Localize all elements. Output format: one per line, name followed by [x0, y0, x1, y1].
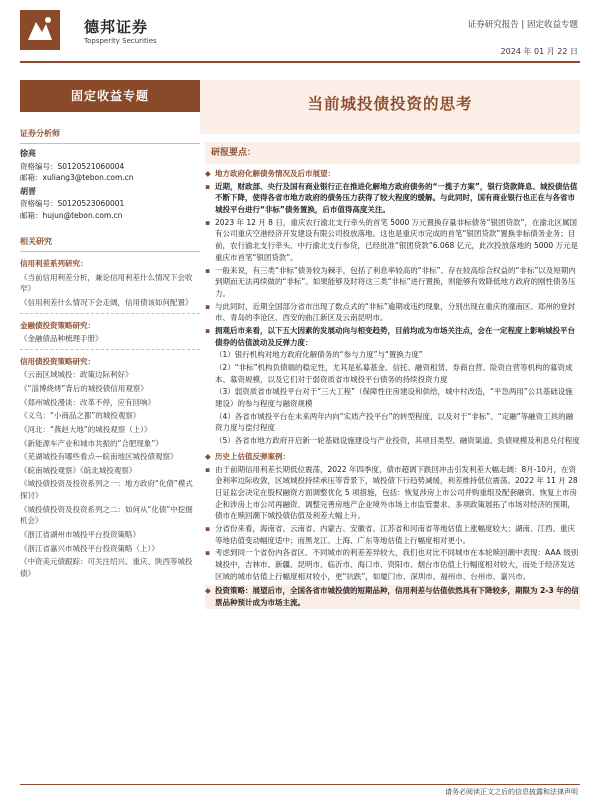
logo-en-text: Topsperity Securities	[84, 37, 157, 45]
related-item[interactable]: 《“淄博烧烤”背后的城投债信用观察》	[20, 384, 148, 394]
related-item[interactable]: 《郑州城投漫谈：改革不停，应有回响》	[20, 397, 155, 407]
left-sidebar	[20, 118, 200, 581]
bullet-text: 一般来说，有三类“非标”债务较为棘手，包括了利息率较高的“非标”、存在较高综合权益的“非标”以及短期内到期而无法再续做的“非标”。如果能够及时将这三类“非标”进行置换，则能够有效降低地方政府的刚性债务压力。	[215, 265, 576, 298]
bullet	[205, 547, 580, 582]
analyst-email: 邮箱：xuliang3@tebon.com.cn	[20, 173, 134, 183]
analyst-cert: 资格编号：S0120521060004	[20, 161, 125, 171]
bullet-icon: ▪	[205, 325, 211, 335]
analyst-block	[20, 148, 200, 184]
related-item[interactable]: 《城投债投资及投资系列之二：如何从“化债”中挖掘机会》	[20, 504, 193, 526]
related-category: 信用债投资策略研究：	[20, 356, 95, 366]
page-title: 当前城投债投资的思考	[307, 95, 473, 113]
analyst-cert: 资格编号：S0120523060001	[20, 199, 125, 209]
bullet-icon: ◆	[205, 586, 211, 596]
bullet	[205, 265, 580, 300]
summary-heading: 研报要点：	[205, 142, 580, 164]
sub-point: （5）各省市地方政府开启新一轮基础设施建设与产业投资，其项目类型、融资渠道、负债规模及利息兑付程度	[215, 436, 580, 446]
related-item[interactable]: 《云南区域城投：政策边际利好》	[20, 370, 133, 380]
bullet-text: 分省份来看，海南省、云南省、内蒙古、安徽省、江苏省和河南省等地估值上涨幅度较大；湖南、江西、重庆等地估值变动幅度适中；而黑龙江、上海、广东等地估值上行幅度相对更小。	[215, 523, 575, 545]
sub-point: （2）“非标”机构负债端的稳定性，尤其是私募基金、信托、融资租赁、券商自营、险资自营等机构的募资成本、募资规模，以及它们对于弱资质省市城投平台债务的持续投资力度	[215, 363, 573, 384]
bullet-icon: ▪	[205, 523, 211, 533]
bullet-text: 近期，财政部、央行及国有商业银行正在推进化解地方政府债务的“一揽子方案”，银行贷款降息、城投债估值不断下降，使得各省市地方政府的债务压力获得了较大程度的缓解。与此同时，国有商业银行也正在与各省市城投平台进行“非标”债务置换，后市值得高度关注。	[215, 181, 578, 215]
bullet	[205, 464, 580, 522]
related-item[interactable]: 《浙江省湖州市城投平台投资策略》	[20, 529, 140, 539]
logo-cn-text: 德邦证券	[84, 18, 149, 36]
conclusion-text: 投资策略：展望后市，全国各省市城投债的短期品种，信用利差与估值依然具有下降较多，期限为 2-3 年的信票品种预计成为市场主流。	[215, 586, 579, 608]
report-header	[0, 0, 600, 80]
bullet	[205, 301, 580, 324]
analyst-block	[20, 186, 200, 222]
analyst-name: 徐亮	[20, 149, 36, 159]
bullet-text: 与此同时，近期全国部分省市出现了数点式的“非标”逾期或违约现象，分别出现在重庆的潼南区、郑州的登封市、青岛的李沧区、西安的曲江新区及云南昆明市。	[215, 301, 576, 323]
related-item[interactable]: 《当前信用利差分析，兼论信用利差什么情况下会收窄》	[20, 272, 193, 294]
related-heading: 相关研究	[20, 232, 200, 252]
bullet-icon: ▪	[205, 217, 211, 227]
bullet-text: 2023 年 12 月 8 日，重庆农行渝北支行牵头的首笔 5000 万元置换存量非标债务“银团贷款”，在渝北区属国有公司重庆空港经济开发建设有限公司投放落地。这也是重庆市完成的首笔“银团贷款”置换非标债务业务；目前，农行渝北支行牵头、中行渝北支行参贷，已经批准“银团贷款”6.068 亿元，此次投放落地的 5000 万元是重庆市首笔“银团贷款”。	[215, 217, 578, 262]
analyst-name: 胡晋	[20, 187, 36, 197]
bullet	[205, 325, 580, 348]
related-item[interactable]: 《信用利差什么情况下会走阔，信用债该如何配置》	[20, 297, 193, 307]
footer-divider	[20, 784, 580, 785]
related-item[interactable]: 《浙江省嘉兴市城投平台投资策略（上）》	[20, 543, 159, 553]
bullet-icon: ▪	[205, 301, 211, 311]
sub-point: （4）各省市城投平台在未来两年内向“实质产投平台”的转型程度，以及对于“非标”、“定融”等融资工具的融资力度与偿付程度	[215, 411, 574, 433]
bullet-icon: ▪	[205, 548, 211, 558]
related-item[interactable]: 《义乌：“小商品之都”的城投观察》	[20, 411, 141, 421]
analyst-email: 邮箱：hujun@tebon.com.cn	[20, 211, 123, 221]
bullet-text: 拥观后市来看，以下五大因素的发展动向与相变趋势，目前均成为市场关注点，会在一定程度上影响城投平台债券的估值波动及反弹力度：	[215, 325, 575, 347]
section-title-text: 历史上估值反弹案例：	[215, 451, 290, 461]
related-item[interactable]: 《芜湖城投有哪些看点—皖南地区城投债观察》	[20, 452, 178, 462]
related-item[interactable]: 《新能源车产业和城市共振的“合肥现象”》	[20, 438, 163, 448]
related-category: 信用利差系列研究：	[20, 259, 88, 269]
bullet-text: 由于前期信用利差长期低位震荡，2022 年四季度，债市超调下跌回冲击引发利差大幅走阔：8月-10月，在资金利率边际收敛，区域城投持续承压等背景下，城投债下行趋势减缓，利差维持低位震荡。2022 年 11 月 28 日证监会决定在股权融资方面调整优化 5 项措施，包括：恢复涉房上市公司并购重组及配套融资、恢复上市房企和涉房上市公司再融资、调整完善房地产企业境外市场上市监管要求、多项政策展拓了市场对经济的预期，债市在赎回潮下城投债估值及利差大幅上升。	[215, 464, 578, 521]
bullet-icon: ▪	[205, 265, 211, 275]
related-item[interactable]: 《金融债品种梳理手册》	[20, 334, 103, 344]
bullet	[205, 181, 580, 216]
related-item[interactable]: 《城投债投资及投资系列之一：地方政府“化债”模式探讨》	[20, 479, 193, 501]
tebon-logo-icon	[20, 10, 60, 50]
header-divider	[20, 61, 580, 63]
bullet-icon: ▪	[205, 464, 211, 474]
sub-point: （3）弱资质省市城投平台对于“三大工程”（保障性住房建设和供给，城中村改造，“平急两用”公共基础设施建设）的参与程度与融资规模	[215, 387, 573, 409]
related-category: 金融债投资策略研究：	[20, 320, 95, 330]
section-title: ◆ 地方政府化解债务情况及后市展望：	[205, 169, 335, 179]
section-title-text: 地方政府化解债务情况及后市展望：	[215, 169, 335, 179]
section-title: ◆ 历史上估值反弹案例：	[205, 451, 290, 461]
bullet-icon: ▪	[205, 181, 211, 191]
category-tag: 固定收益专题	[20, 80, 200, 112]
report-type: 证券研究报告 | 固定收益专题	[467, 20, 578, 30]
related-item[interactable]: 《皖南城投观察》《皖北城投观察》	[20, 465, 137, 475]
sub-point: （1）银行机构对地方政府化解债务的“参与力度”与“置换力度”	[215, 350, 423, 360]
bullet	[205, 523, 580, 546]
report-date: 2024 年 01 月 22 日	[500, 47, 578, 56]
main-content	[205, 142, 580, 610]
conclusion	[205, 585, 580, 608]
divider	[20, 313, 200, 314]
divider	[20, 349, 200, 350]
analysts-heading: 证券分析师	[20, 124, 200, 144]
related-item[interactable]: 《中资美元债跟踪：可关注绍兴、重庆、陕西等城投债》	[20, 557, 193, 578]
bullet-text: 考虑到同一个省份内各省区、不同城市的利差差异较大，我们也对比不同城市在本轮赎回潮中表现：AAA 级别城投中，吉林市、新疆、昆明市、临沂市、海口市、资阳市、烟台市估值上行幅度相对较大，而处于经济发达区域的城市估值上行幅度相对较小，更“抗跌”，如厦门市、深圳市、福州市、台州市、嘉兴市。	[215, 548, 579, 581]
footer-disclaimer: 请务必阅读正文之后的信息披露和法律声明	[445, 788, 578, 796]
related-item[interactable]: 《河北：“燕赵大地”的城投观察（上）》	[20, 424, 152, 434]
bullet	[205, 217, 580, 264]
